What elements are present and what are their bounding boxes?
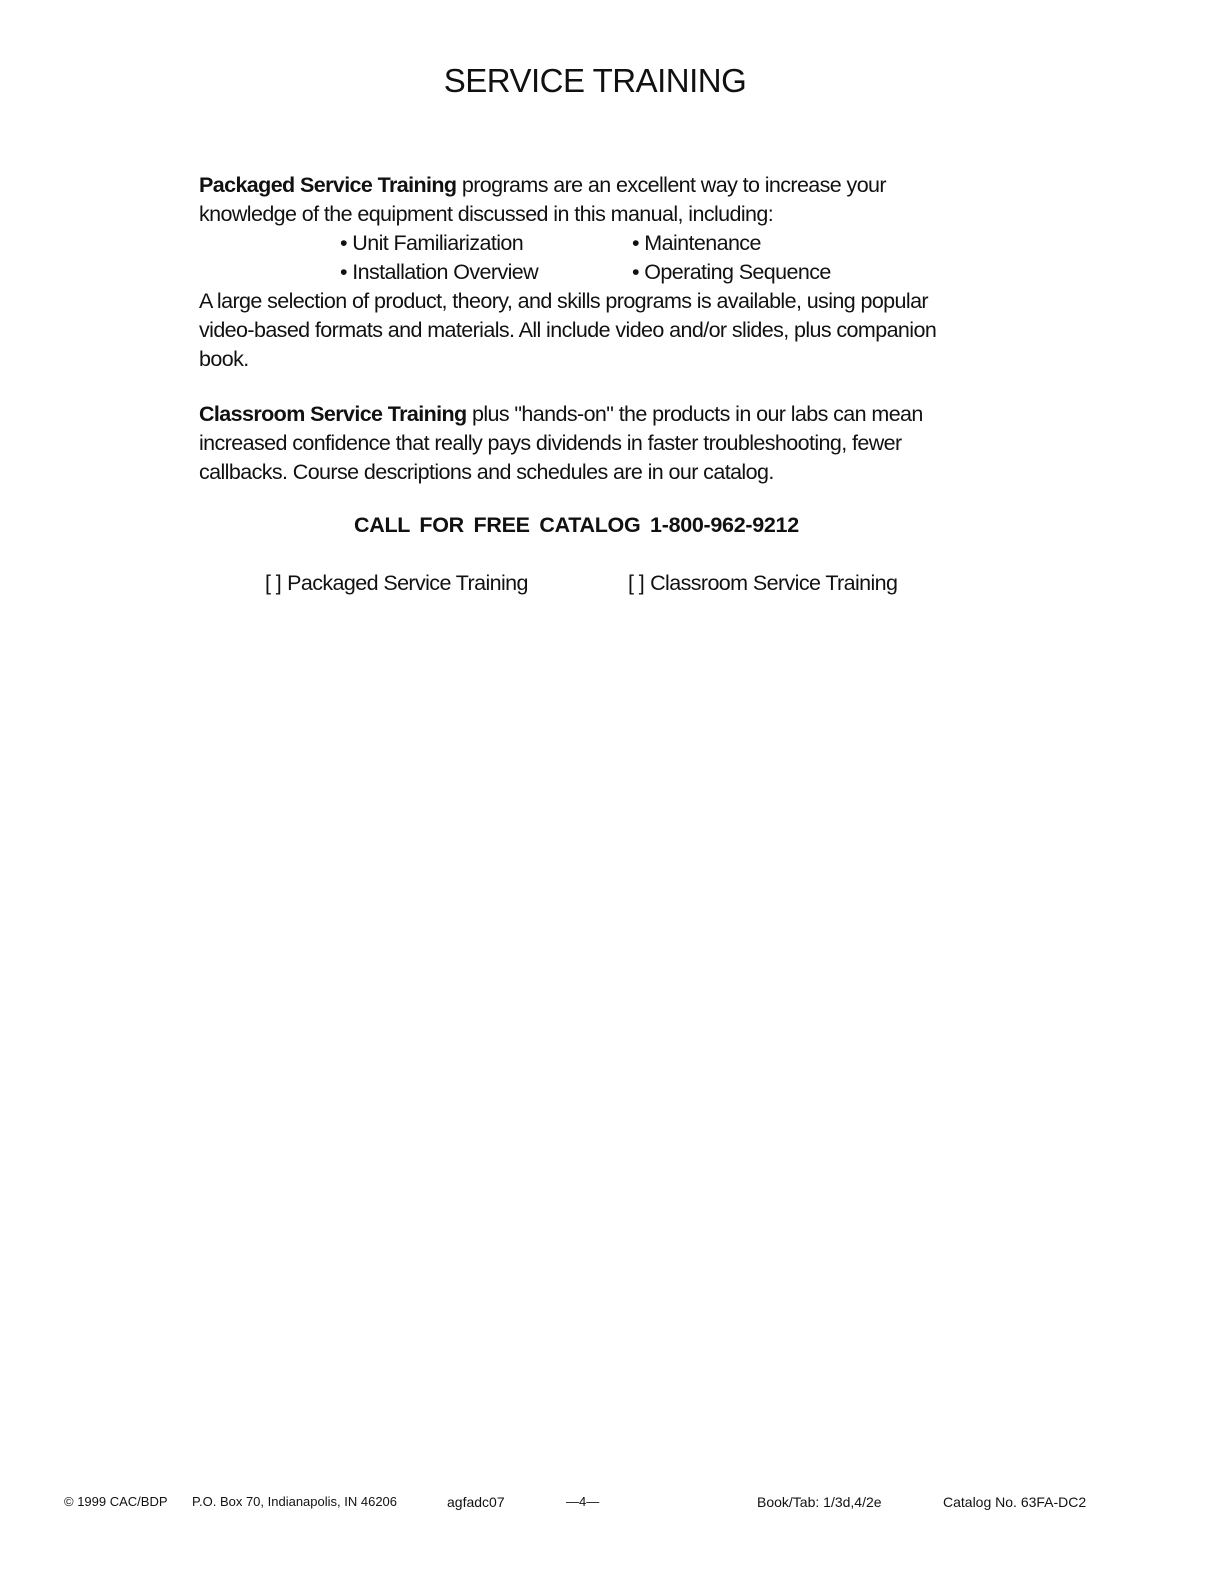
page-title: SERVICE TRAINING [443,62,747,99]
checkbox-label: Classroom Service Training [650,571,898,595]
bullet-item: • Maintenance [632,231,761,255]
footer-book-tab: Book/Tab: 1/3d,4/2e [757,1494,882,1510]
checkbox-bracket: [ ] [265,571,282,595]
checkbox-row [265,571,897,596]
classroom-heading: Classroom Service Training [199,402,467,426]
bullet-row [340,229,831,258]
packaged-training-checkbox[interactable] [265,571,628,596]
call-for-catalog: CALL FOR FREE CATALOG 1-800-962-9212 [354,513,799,537]
footer-copyright: © 1999 CAC/BDP [64,1494,168,1509]
classroom-training-checkbox[interactable] [628,571,897,596]
classroom-text-1: plus "hands-on" the products in our labs can mean [466,402,923,426]
classroom-text-2: increased confidence that really pays dividends in faster troubleshooting, fewer [199,431,902,455]
footer-address: P.O. Box 70, Indianapolis, IN 46206 [192,1494,398,1509]
classroom-line-1 [199,400,999,429]
selection-line: video-based formats and materials. All include video and/or slides, plus companion [199,318,937,342]
checkbox-label: Packaged Service Training [287,571,528,595]
packaged-text-2: knowledge of the equipment discussed in this manual, including: [199,202,774,226]
bullet-item: • Installation Overview [340,260,539,284]
bullet-item: • Operating Sequence [632,260,831,284]
footer-page-number: —4— [566,1494,600,1509]
checkbox-bracket: [ ] [628,571,645,595]
bullet-item: • Unit Familiarization [340,231,524,255]
selection-paragraph [199,287,999,374]
classroom-text-3: callbacks. Course descriptions and schedules are in our catalog. [199,460,774,484]
packaged-heading: Packaged Service Training [199,173,457,197]
packaged-training-paragraph [199,171,999,229]
footer-doc-code: agfadc07 [447,1494,505,1510]
packaged-text-1: programs are an excellent way to increase your [456,173,886,197]
packaged-line-1 [199,171,999,200]
selection-line: book. [199,347,249,371]
classroom-training-paragraph [199,400,999,487]
topic-bullet-list [340,229,831,287]
footer-catalog-number: Catalog No. 63FA-DC2 [943,1494,1087,1510]
bullet-row [340,258,831,287]
selection-line: A large selection of product, theory, and skills programs is available, using popular [199,289,928,313]
